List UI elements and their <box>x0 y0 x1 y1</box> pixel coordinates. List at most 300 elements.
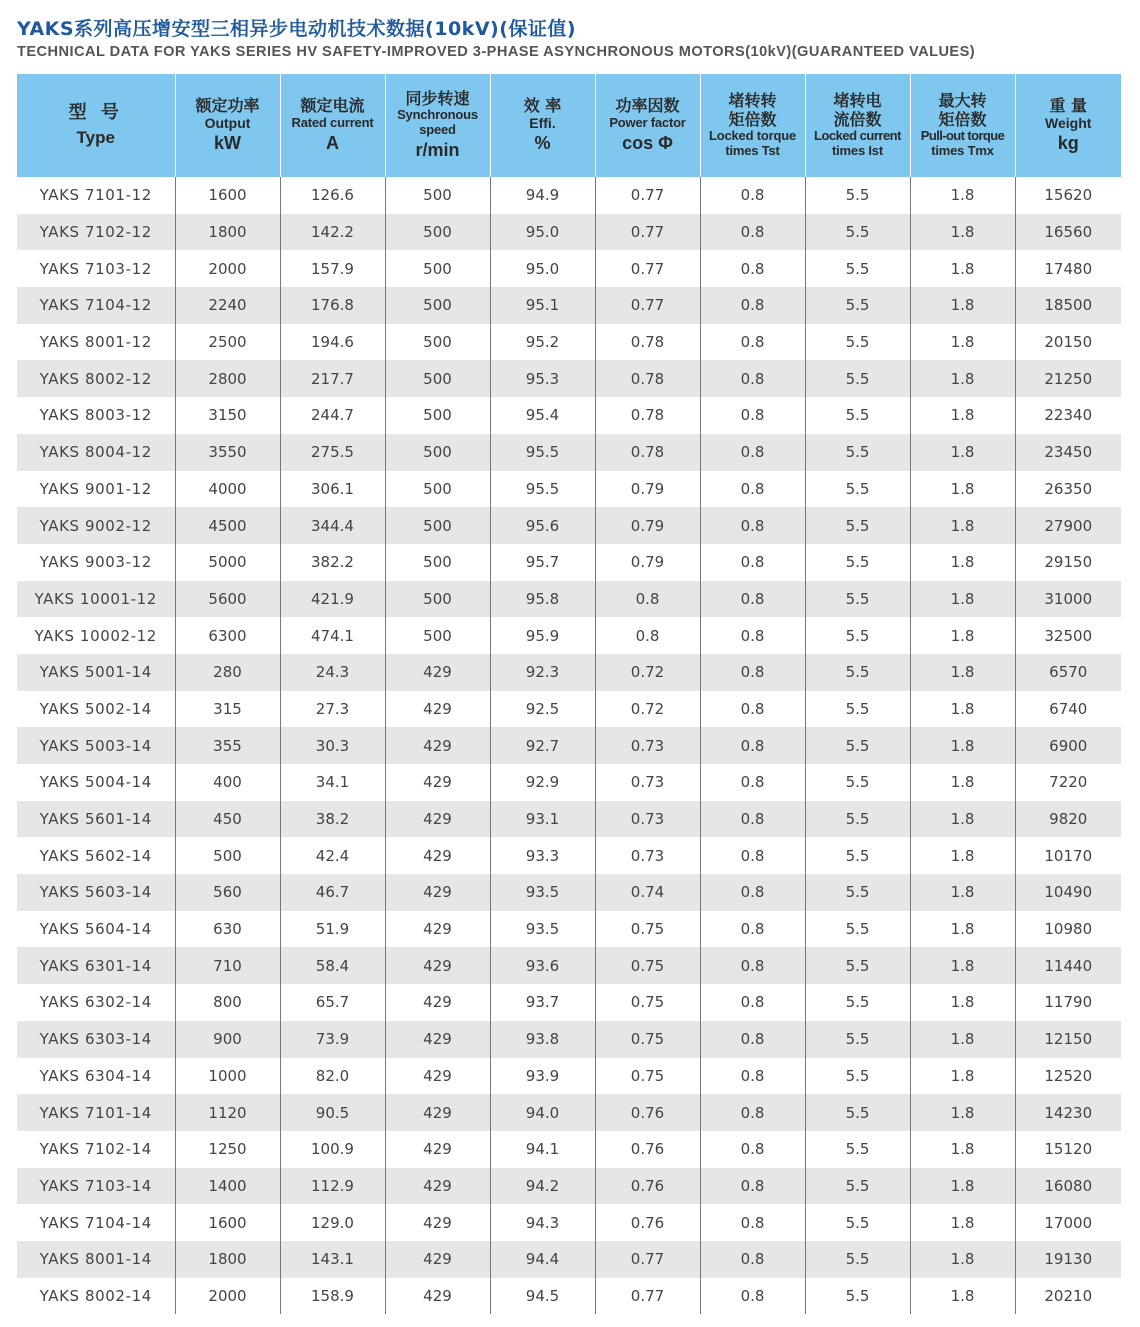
cell-current: 82.0 <box>280 1058 385 1095</box>
cell-current: 143.1 <box>280 1241 385 1278</box>
cell-locked-torque: 0.8 <box>700 691 805 728</box>
cell-output: 2000 <box>175 250 280 287</box>
cell-power-factor: 0.74 <box>595 874 700 911</box>
cell-efficiency: 95.6 <box>490 507 595 544</box>
cell-locked-current: 5.5 <box>805 691 910 728</box>
cell-weight: 11790 <box>1044 993 1093 1012</box>
cell-output: 1000 <box>175 1058 280 1095</box>
cell-locked-torque: 0.8 <box>700 1021 805 1058</box>
cell-output: 800 <box>175 984 280 1021</box>
cell-locked-torque: 0.8 <box>700 801 805 838</box>
cell-output: 1250 <box>175 1131 280 1168</box>
cell-speed: 429 <box>385 1204 490 1241</box>
cell-speed: 429 <box>385 801 490 838</box>
cell-locked-torque: 0.8 <box>700 581 805 618</box>
cell-pullout-torque: 1.8 <box>910 471 1015 508</box>
cell-type: YAKS 6303-14 <box>17 1021 175 1058</box>
cell-locked-torque: 0.8 <box>700 544 805 581</box>
cell-locked-torque: 0.8 <box>700 1094 805 1131</box>
cell-output: 560 <box>175 874 280 911</box>
cell-speed: 429 <box>385 1021 490 1058</box>
header-locked-torque-en: Locked torque <box>709 127 796 143</box>
cell-pullout-torque: 1.8 <box>910 1094 1015 1131</box>
cell-efficiency: 95.9 <box>490 617 595 654</box>
cell-power-factor: 0.73 <box>595 837 700 874</box>
cell-type: YAKS 5002-14 <box>17 691 175 728</box>
table-row <box>17 911 1121 948</box>
cell-speed: 500 <box>385 397 490 434</box>
cell-speed: 500 <box>385 617 490 654</box>
header-efficiency <box>490 74 595 177</box>
cell-speed: 429 <box>385 1168 490 1205</box>
header-current-unit: A <box>326 132 339 153</box>
cell-weight: 20150 <box>1044 333 1093 352</box>
cell-power-factor: 0.78 <box>595 397 700 434</box>
cell-locked-current: 5.5 <box>805 544 910 581</box>
cell-locked-torque: 0.8 <box>700 287 805 324</box>
cell-locked-current: 5.5 <box>805 1168 910 1205</box>
cell-type: YAKS 8002-14 <box>17 1278 175 1315</box>
cell-power-factor: 0.78 <box>595 324 700 361</box>
cell-weight: 10980 <box>1044 920 1093 939</box>
spec-table <box>17 74 1121 1314</box>
cell-current: 42.4 <box>280 837 385 874</box>
cell-current: 421.9 <box>280 581 385 618</box>
cell-type: YAKS 5604-14 <box>17 911 175 948</box>
cell-locked-current: 5.5 <box>805 287 910 324</box>
cell-current: 46.7 <box>280 874 385 911</box>
cell-output: 1600 <box>175 177 280 214</box>
cell-locked-current: 5.5 <box>805 434 910 471</box>
cell-type: YAKS 7102-12 <box>17 214 175 251</box>
cell-pullout-torque: 1.8 <box>910 1058 1015 1095</box>
cell-efficiency: 93.1 <box>490 801 595 838</box>
cell-pullout-torque: 1.8 <box>910 1241 1015 1278</box>
table-row <box>17 984 1121 1021</box>
cell-type: YAKS 6301-14 <box>17 947 175 984</box>
cell-weight: 12150 <box>1015 1021 1121 1058</box>
table-row <box>17 874 1121 911</box>
cell-locked-torque: 0.8 <box>700 984 805 1021</box>
cell-output: 4500 <box>175 507 280 544</box>
cell-weight: 9820 <box>1015 801 1121 838</box>
cell-output: 5600 <box>175 581 280 618</box>
cell-locked-current: 5.5 <box>805 801 910 838</box>
cell-type: YAKS 7101-12 <box>17 177 175 214</box>
cell-locked-torque: 0.8 <box>700 214 805 251</box>
cell-power-factor: 0.78 <box>595 360 700 397</box>
cell-pullout-torque: 1.8 <box>910 324 1015 361</box>
cell-pullout-torque: 1.8 <box>910 507 1015 544</box>
cell-pullout-torque: 1.8 <box>910 654 1015 691</box>
header-weight-cn: 重 量 <box>1049 95 1088 115</box>
cell-locked-torque: 0.8 <box>700 1204 805 1241</box>
header-power-factor-unit: cos Φ <box>622 132 673 153</box>
cell-power-factor: 0.76 <box>595 1094 700 1131</box>
cell-locked-torque: 0.8 <box>700 360 805 397</box>
cell-efficiency: 92.3 <box>490 654 595 691</box>
cell-current: 34.1 <box>280 764 385 801</box>
cell-locked-torque: 0.8 <box>700 727 805 764</box>
cell-weight: 7220 <box>1049 773 1088 792</box>
cell-weight: 29150 <box>1044 553 1093 572</box>
cell-power-factor: 0.77 <box>595 287 700 324</box>
header-power-factor <box>595 74 700 177</box>
cell-power-factor: 0.73 <box>595 764 700 801</box>
cell-locked-current: 5.5 <box>805 617 910 654</box>
cell-locked-torque: 0.8 <box>700 324 805 361</box>
cell-pullout-torque: 1.8 <box>910 837 1015 874</box>
cell-type: YAKS 8004-12 <box>17 434 175 471</box>
cell-output: 1120 <box>175 1094 280 1131</box>
header-locked-current <box>805 74 910 177</box>
cell-speed: 429 <box>385 947 490 984</box>
table-row <box>17 1021 1121 1058</box>
cell-output: 6300 <box>175 617 280 654</box>
table-row <box>17 801 1121 838</box>
cell-speed: 500 <box>385 360 490 397</box>
header-speed-unit: r/min <box>415 140 460 161</box>
cell-speed: 500 <box>385 434 490 471</box>
cell-type: YAKS 7102-14 <box>17 1131 175 1168</box>
cell-power-factor: 0.73 <box>595 801 700 838</box>
table-row <box>17 1131 1121 1168</box>
cell-weight: 22340 <box>1044 406 1093 425</box>
cell-power-factor: 0.77 <box>595 1241 700 1278</box>
cell-locked-torque: 0.8 <box>700 617 805 654</box>
cell-pullout-torque: 1.8 <box>910 874 1015 911</box>
cell-speed: 429 <box>385 984 490 1021</box>
cell-current: 217.7 <box>280 360 385 397</box>
cell-locked-current: 5.5 <box>805 1278 910 1315</box>
cell-type: YAKS 5004-14 <box>17 764 175 801</box>
header-output-cn: 额定功率 <box>195 95 260 115</box>
cell-efficiency: 92.7 <box>490 727 595 764</box>
cell-power-factor: 0.75 <box>595 984 700 1021</box>
header-weight-en: Weight <box>1045 115 1092 132</box>
cell-power-factor: 0.75 <box>595 947 700 984</box>
cell-power-factor: 0.79 <box>595 507 700 544</box>
table-row <box>17 1168 1121 1205</box>
header-power-factor-en: Power factor <box>609 114 686 130</box>
header-row <box>17 74 1121 177</box>
cell-type: YAKS 9003-12 <box>17 544 175 581</box>
cell-pullout-torque: 1.8 <box>910 397 1015 434</box>
cell-efficiency: 95.4 <box>490 397 595 434</box>
cell-pullout-torque: 1.8 <box>910 434 1015 471</box>
cell-pullout-torque: 1.8 <box>910 544 1015 581</box>
cell-power-factor: 0.76 <box>595 1204 700 1241</box>
table-row <box>17 397 1121 434</box>
cell-type: YAKS 5001-14 <box>17 654 175 691</box>
cell-power-factor: 0.79 <box>595 471 700 508</box>
cell-efficiency: 93.5 <box>490 911 595 948</box>
header-output <box>175 74 280 177</box>
table-row <box>17 654 1121 691</box>
cell-pullout-torque: 1.8 <box>910 764 1015 801</box>
cell-pullout-torque: 1.8 <box>910 691 1015 728</box>
cell-weight: 31000 <box>1015 581 1121 618</box>
cell-locked-current: 5.5 <box>805 1241 910 1278</box>
cell-locked-current: 5.5 <box>805 397 910 434</box>
table-row <box>17 727 1121 764</box>
cell-weight: 6570 <box>1015 654 1121 691</box>
cell-weight: 15120 <box>1044 1140 1093 1159</box>
cell-power-factor: 0.8 <box>595 617 700 654</box>
header-current-en: Rated current <box>291 114 374 130</box>
header-efficiency-cn: 效 率 <box>523 95 562 115</box>
cell-current: 27.3 <box>280 691 385 728</box>
cell-speed: 500 <box>385 544 490 581</box>
cell-locked-current: 5.5 <box>805 1021 910 1058</box>
cell-speed: 429 <box>385 691 490 728</box>
cell-speed: 429 <box>385 764 490 801</box>
cell-type: YAKS 5603-14 <box>17 874 175 911</box>
cell-current: 126.6 <box>280 177 385 214</box>
cell-type: YAKS 7103-12 <box>17 250 175 287</box>
cell-efficiency: 93.7 <box>490 984 595 1021</box>
cell-pullout-torque: 1.8 <box>910 1204 1015 1241</box>
cell-locked-current: 5.5 <box>805 1204 910 1241</box>
header-output-unit: kW <box>214 133 241 154</box>
cell-locked-torque: 0.8 <box>700 1278 805 1315</box>
cell-weight: 6740 <box>1049 699 1088 718</box>
cell-locked-torque: 0.8 <box>700 911 805 948</box>
cell-output: 3550 <box>175 434 280 471</box>
table-row <box>17 287 1121 324</box>
cell-current: 474.1 <box>280 617 385 654</box>
cell-speed: 500 <box>385 177 490 214</box>
cell-current: 157.9 <box>280 250 385 287</box>
cell-pullout-torque: 1.8 <box>910 984 1015 1021</box>
page-title: YAKS系列高压增安型三相异步电动机技术数据(10kV)(保证值) <box>17 18 577 40</box>
header-speed <box>385 74 490 177</box>
cell-locked-torque: 0.8 <box>700 507 805 544</box>
cell-pullout-torque: 1.8 <box>910 177 1015 214</box>
cell-weight: 10170 <box>1044 846 1093 865</box>
cell-power-factor: 0.8 <box>595 581 700 618</box>
cell-locked-current: 5.5 <box>805 214 910 251</box>
table-row <box>17 214 1121 251</box>
header-locked-torque-cn: 堵转转矩倍数 <box>728 91 777 129</box>
cell-speed: 500 <box>385 507 490 544</box>
cell-output: 2000 <box>175 1278 280 1315</box>
cell-locked-current: 5.5 <box>805 250 910 287</box>
cell-current: 73.9 <box>280 1021 385 1058</box>
cell-power-factor: 0.75 <box>595 1021 700 1058</box>
cell-pullout-torque: 1.8 <box>910 911 1015 948</box>
cell-type: YAKS 6304-14 <box>17 1058 175 1095</box>
table-row <box>17 507 1121 544</box>
header-weight-unit: kg <box>1057 133 1079 154</box>
cell-current: 38.2 <box>280 801 385 838</box>
cell-locked-current: 5.5 <box>805 911 910 948</box>
cell-locked-current: 5.5 <box>805 471 910 508</box>
cell-speed: 429 <box>385 727 490 764</box>
header-current <box>280 74 385 177</box>
header-weight <box>1015 74 1121 177</box>
cell-type: YAKS 10001-12 <box>17 581 175 618</box>
cell-speed: 429 <box>385 654 490 691</box>
cell-efficiency: 92.5 <box>490 691 595 728</box>
cell-pullout-torque: 1.8 <box>910 801 1015 838</box>
header-locked-current-en: Locked current <box>814 127 901 143</box>
header-pullout-torque-en: Pull-out torque <box>920 127 1005 143</box>
cell-locked-current: 5.5 <box>805 581 910 618</box>
cell-current: 176.8 <box>280 287 385 324</box>
cell-weight: 17480 <box>1044 259 1093 278</box>
cell-locked-torque: 0.8 <box>700 434 805 471</box>
table-header <box>17 74 1121 177</box>
cell-speed: 500 <box>385 214 490 251</box>
cell-locked-current: 5.5 <box>805 654 910 691</box>
cell-locked-torque: 0.8 <box>700 250 805 287</box>
cell-efficiency: 95.0 <box>490 214 595 251</box>
cell-locked-torque: 0.8 <box>700 1058 805 1095</box>
cell-current: 90.5 <box>280 1094 385 1131</box>
cell-weight: 20210 <box>1044 1286 1093 1305</box>
cell-efficiency: 93.3 <box>490 837 595 874</box>
table-row <box>17 544 1121 581</box>
cell-current: 158.9 <box>280 1278 385 1315</box>
cell-current: 129.0 <box>280 1204 385 1241</box>
cell-locked-torque: 0.8 <box>700 874 805 911</box>
cell-output: 450 <box>175 801 280 838</box>
cell-power-factor: 0.72 <box>595 691 700 728</box>
table-row <box>17 617 1121 654</box>
cell-power-factor: 0.77 <box>595 250 700 287</box>
cell-speed: 500 <box>385 287 490 324</box>
cell-locked-torque: 0.8 <box>700 947 805 984</box>
cell-efficiency: 94.9 <box>490 177 595 214</box>
cell-weight: 21250 <box>1015 360 1121 397</box>
header-pullout-torque-en2: times Tmx <box>931 142 994 158</box>
cell-current: 58.4 <box>280 947 385 984</box>
cell-current: 275.5 <box>280 434 385 471</box>
cell-efficiency: 93.5 <box>490 874 595 911</box>
cell-weight: 23450 <box>1015 434 1121 471</box>
cell-locked-current: 5.5 <box>805 874 910 911</box>
table-row <box>17 581 1121 618</box>
cell-speed: 429 <box>385 837 490 874</box>
cell-locked-torque: 0.8 <box>700 177 805 214</box>
cell-power-factor: 0.73 <box>595 727 700 764</box>
cell-speed: 429 <box>385 1278 490 1315</box>
table-row <box>17 837 1121 874</box>
cell-power-factor: 0.76 <box>595 1131 700 1168</box>
cell-weight: 17000 <box>1044 1213 1093 1232</box>
cell-weight: 27900 <box>1015 507 1121 544</box>
cell-locked-current: 5.5 <box>805 984 910 1021</box>
cell-current: 112.9 <box>280 1168 385 1205</box>
cell-current: 51.9 <box>280 911 385 948</box>
cell-efficiency: 95.5 <box>490 434 595 471</box>
cell-output: 355 <box>175 727 280 764</box>
cell-pullout-torque: 1.8 <box>910 287 1015 324</box>
cell-efficiency: 95.3 <box>490 360 595 397</box>
cell-current: 30.3 <box>280 727 385 764</box>
cell-locked-current: 5.5 <box>805 360 910 397</box>
cell-locked-current: 5.5 <box>805 764 910 801</box>
cell-output: 315 <box>175 691 280 728</box>
header-locked-current-en2: times Ist <box>832 142 883 158</box>
cell-output: 710 <box>175 947 280 984</box>
header-pullout-torque <box>910 74 1015 177</box>
cell-speed: 500 <box>385 324 490 361</box>
cell-type: YAKS 10002-12 <box>17 617 175 654</box>
cell-pullout-torque: 1.8 <box>910 727 1015 764</box>
table-row <box>17 1278 1121 1315</box>
table-row <box>17 434 1121 471</box>
cell-output: 900 <box>175 1021 280 1058</box>
cell-type: YAKS 7101-14 <box>17 1094 175 1131</box>
cell-efficiency: 95.2 <box>490 324 595 361</box>
cell-efficiency: 93.9 <box>490 1058 595 1095</box>
table-row <box>17 1058 1121 1095</box>
header-output-en: Output <box>204 115 251 132</box>
cell-pullout-torque: 1.8 <box>910 214 1015 251</box>
cell-type: YAKS 6302-14 <box>17 984 175 1021</box>
cell-output: 1400 <box>175 1168 280 1205</box>
cell-output: 1600 <box>175 1204 280 1241</box>
cell-weight: 15620 <box>1044 186 1093 205</box>
cell-speed: 429 <box>385 911 490 948</box>
cell-speed: 429 <box>385 1131 490 1168</box>
cell-output: 4000 <box>175 471 280 508</box>
cell-speed: 500 <box>385 250 490 287</box>
cell-locked-torque: 0.8 <box>700 654 805 691</box>
cell-power-factor: 0.78 <box>595 434 700 471</box>
cell-locked-torque: 0.8 <box>700 764 805 801</box>
page-subtitle: TECHNICAL DATA FOR YAKS SERIES HV SAFETY-IMPROVED 3-PHASE ASYNCHRONOUS MOTORS(10kV)(GUARANTEED VALUES) <box>17 44 976 60</box>
cell-output: 2800 <box>175 360 280 397</box>
cell-type: YAKS 7104-14 <box>17 1204 175 1241</box>
table-row <box>17 1241 1121 1278</box>
cell-current: 382.2 <box>280 544 385 581</box>
cell-weight: 18500 <box>1015 287 1121 324</box>
header-locked-current-cn: 堵转电流倍数 <box>833 91 882 129</box>
cell-pullout-torque: 1.8 <box>910 1168 1015 1205</box>
cell-locked-current: 5.5 <box>805 507 910 544</box>
cell-current: 194.6 <box>280 324 385 361</box>
cell-output: 400 <box>175 764 280 801</box>
table-row <box>17 471 1121 508</box>
cell-speed: 429 <box>385 1094 490 1131</box>
cell-output: 630 <box>175 911 280 948</box>
cell-locked-current: 5.5 <box>805 837 910 874</box>
table-row <box>17 691 1121 728</box>
cell-current: 142.2 <box>280 214 385 251</box>
cell-locked-current: 5.5 <box>805 324 910 361</box>
cell-type: YAKS 7103-14 <box>17 1168 175 1205</box>
cell-current: 344.4 <box>280 507 385 544</box>
cell-type: YAKS 7104-12 <box>17 287 175 324</box>
cell-speed: 429 <box>385 1058 490 1095</box>
header-current-cn: 额定电流 <box>300 96 365 116</box>
cell-weight: 16080 <box>1015 1168 1121 1205</box>
table-body <box>17 177 1121 1314</box>
cell-efficiency: 94.0 <box>490 1094 595 1131</box>
cell-current: 306.1 <box>280 471 385 508</box>
cell-power-factor: 0.75 <box>595 1058 700 1095</box>
table-row <box>17 324 1121 361</box>
header-efficiency-unit: % <box>534 133 551 154</box>
cell-type: YAKS 8001-12 <box>17 324 175 361</box>
cell-speed: 429 <box>385 1241 490 1278</box>
table-row <box>17 1094 1121 1131</box>
cell-locked-torque: 0.8 <box>700 397 805 434</box>
cell-power-factor: 0.79 <box>595 544 700 581</box>
